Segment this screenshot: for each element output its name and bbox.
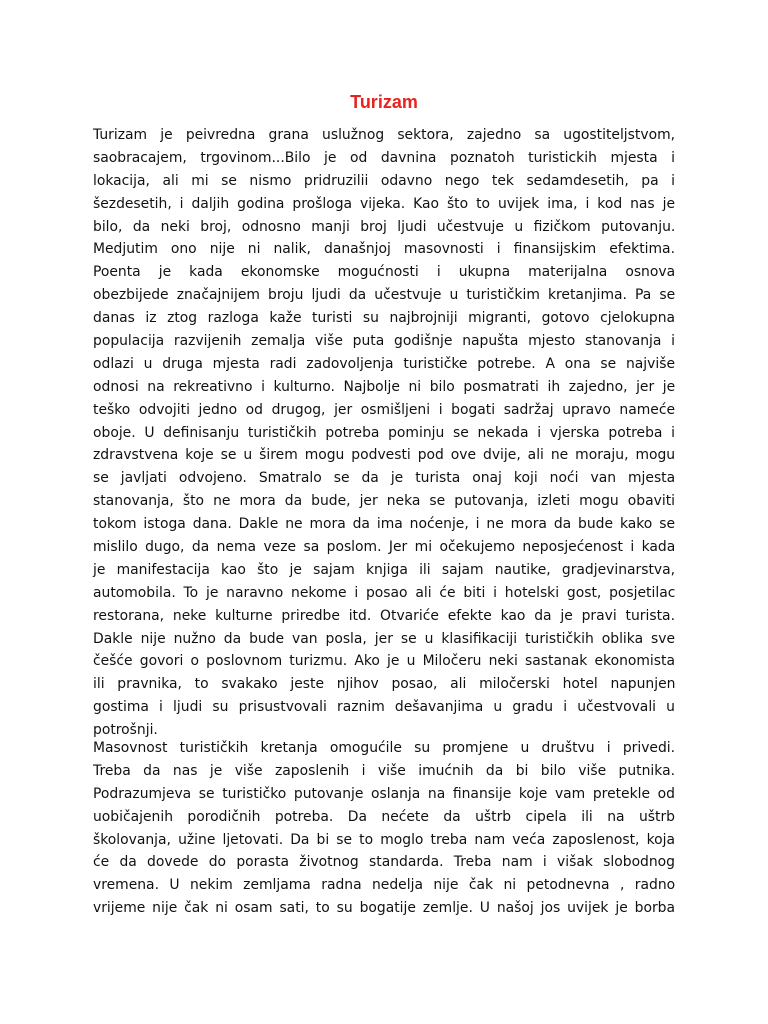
text-line: Masovnost turističkih kretanja omogućile su promjene u društvu i privedi. (93, 740, 676, 756)
text-line: vrijeme nije čak ni osam sati, to su bogatije zemlje. U našoj jos uvijek je borba (93, 900, 675, 917)
text-line: je manifestacija kao što je sajam knjiga ili sajam nautike, gradjevinarstva, (93, 561, 676, 578)
text-line: Poenta je kada ekonomske mogućnosti i ukupna materijalna osnova (93, 264, 676, 281)
text-line: Turizam je peivredna grana uslužnog sektora, zajedno sa ugostiteljstvom, (93, 127, 676, 143)
text-line: teško odvojiti jedno od drugog, jer osmišljeni i bogati sadržaj upravo nameće (93, 401, 675, 418)
text-line: populacija razvijenih zemalja više puta godišnje napušta mjesto stanovanja i (93, 333, 675, 350)
text-line: odlazi u druga mjesta radi zadovoljenja turističke potrebe. A ona se najviše (93, 355, 675, 372)
text-line: Podrazumjeva se turističko putovanje oslanja na finansije koje vam pretekle od (93, 785, 675, 802)
text-line: potrošnji. (93, 722, 158, 739)
text-line: uobičajenih porodičnih potreba. Da nećete da uštrb cipela ili na uštrb (93, 808, 675, 825)
text-line: gostima i ljudi su prisustvovali raznim dešavanjima u gradu i učestvovali u (93, 699, 675, 716)
text-line: će da dovede do porasta životnog standarda. Treba nam i višak slobodnog (93, 854, 675, 871)
text-line: Treba da nas je više zaposlenih i više imućnih da bi bilo više putnika. (93, 762, 675, 779)
text-line: danas iz ztog razloga kaže turisti su najbrojniji migranti, gotovo cjelokupna (93, 310, 676, 327)
text-line: automobila. To je naravno nekome i posao ali će biti i hotelski gost, posjetilac (93, 584, 676, 601)
text-line: odnosi na rekreativno i kulturno. Najbolje ni bilo posmatrati ih zajedno, jer je (93, 378, 676, 395)
text-line: oboje. U definisanju turističkih potreba pominju se nekada i vjerska potreba i (93, 424, 675, 441)
text-line: šezdesetih, i daljih godina prošloga vijeka. Kao što to uvijek ima, i kod nas je (93, 195, 675, 212)
text-line: stanovanja, što ne mora da bude, jer neka se putovanja, izleti mogu obaviti (93, 493, 675, 510)
text-line: školovanja, užine ljetovati. Da bi se to moglo treba nam veća zaposlenost, koja (93, 831, 675, 848)
text-line: lokacija, ali mi se nismo pridruzilii odavno nego tek sedamdesetih, pa i (93, 172, 675, 189)
text-line: vremena. U nekim zemljama radna nedelja nije čak ni petodnevna , radno (93, 877, 676, 894)
text-line: Medjutim ono nije ni nalik, današnjoj masovnosti i finansijskim efektima. (93, 241, 675, 258)
text-line: češće govori o poslovnom turizmu. Ako je u Miločeru neki sastanak ekonomista (93, 653, 675, 670)
text-line: se javljati odvojeno. Smatralo se da je turista onaj koji noći van mjesta (93, 470, 676, 487)
text-line: tokom istoga dana. Dakle ne mora da ima noćenje, i ne mora da bude kako se (93, 516, 675, 533)
text-line: ili pravnika, to svakako jeste njihov posao, ali miločerski hotel napunjen (93, 676, 676, 693)
text-line: Dakle nije nužno da bude van posla, jer se u klasifikaciji turističkih oblika sve (93, 630, 676, 647)
text-line: saobracajem, trgovinom...Bilo je od davnina poznatoh turistickih mjesta i (93, 149, 675, 166)
paragraph-2 (93, 737, 675, 920)
paragraph-1 (93, 124, 675, 742)
text-line: mislilo dugo, da nema veze sa poslom. Jer mi očekujemo neposjećenost i kada (93, 539, 676, 556)
text-line: restorana, neke kulturne priredbe itd. Otvariće efekte kao da je pravi turista. (93, 607, 675, 624)
document-title: Turizam (350, 92, 418, 112)
text-line: bilo, da neki broj, odnosno manji broj ljudi učestvuje u fizičkom putovanju. (93, 218, 676, 235)
text-line: zdravstvena koje se u širem mogu podvesti pod ove dvije, ali ne moraju, mogu (93, 447, 676, 464)
text-line: obezbijede značajnijem broju ljudi da učestvuje u turističkim kretanjima. Pa se (93, 287, 676, 304)
